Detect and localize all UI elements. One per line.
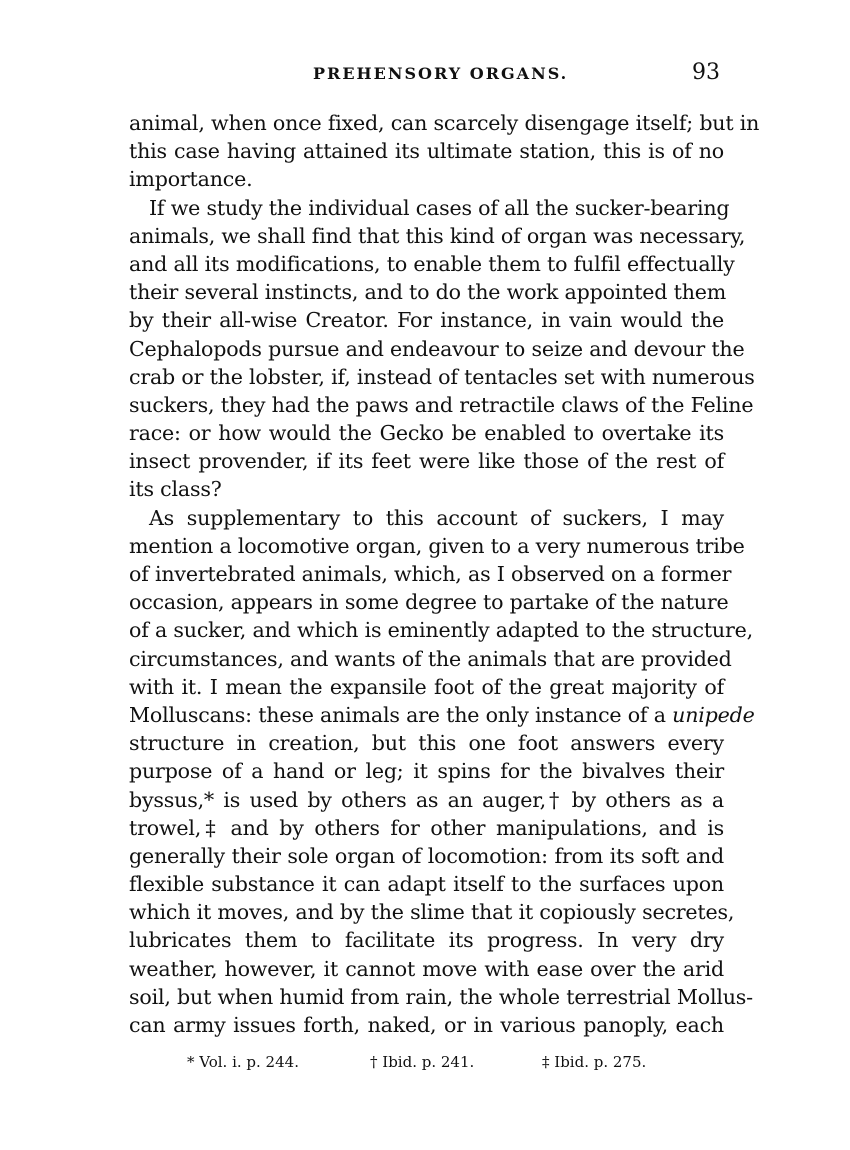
text-line: byssus,* is used by others as an auger,† by others as a (129, 787, 724, 812)
text-line: flexible substance it can adapt itself to the surfaces upon (129, 872, 724, 897)
text-line: of invertebrated animals, which, as I observed on a former (129, 562, 732, 586)
text-line: of a sucker, and which is eminently adapted to the structure, (129, 618, 753, 643)
text-line-part: Molluscans: these animals are the only instance of a (129, 702, 666, 727)
text-line: weather, however, it cannot move with ease over the arid (129, 956, 724, 981)
text-line: Cephalopods pursue and endeavour to seize and devour the (129, 336, 745, 361)
footnote: * Vol. i. p. 244. (187, 1053, 299, 1071)
italic-word: unipede (672, 702, 755, 727)
text-line: importance. (129, 167, 253, 192)
text-line: As supplementary to this account of suckers, I may (149, 505, 724, 530)
text-line: race: or how would the Gecko be enabled to overtake its (129, 421, 724, 446)
text-line: trowel,‡ and by others for other manipulations, and is (129, 815, 724, 840)
text-line: animals, we shall find that this kind of organ was necessary, (129, 223, 746, 248)
text-line: structure in creation, but this one foot answers every (129, 731, 724, 756)
page-header (130, 60, 720, 90)
text-line: If we study the individual cases of all the sucker-bearing (149, 195, 730, 220)
text-line: and all its modifications, to enable them to fulfil effectually (129, 251, 735, 276)
body-text (129, 109, 760, 1039)
text-line: mention a locomotive organ, given to a very numerous tribe (129, 533, 745, 558)
text-line: can army issues forth, naked, or in various panoply, each (129, 1013, 724, 1037)
text-line: with it. I mean the expansile foot of the great majority of (129, 674, 724, 699)
footnote: ‡ Ibid. p. 275. (542, 1053, 647, 1071)
text-line: this case having attained its ultimate station, this is of no (129, 139, 724, 164)
footnote: † Ibid. p. 241. (370, 1053, 475, 1071)
text-line: circumstances, and wants of the animals that are provided (129, 646, 732, 671)
text-line: soil, but when humid from rain, the whole terrestrial Mollus- (129, 984, 753, 1009)
text-line: its class? (129, 477, 222, 502)
text-line: which it moves, and by the slime that it copiously secretes, (129, 900, 735, 925)
text-line: their several instincts, and to do the work appointed them (129, 280, 727, 305)
text-line: animal, when once fixed, can scarcely disengage itself; but in (129, 111, 760, 135)
text-line: lubricates them to facilitate its progress. In very dry (129, 928, 724, 953)
text-line: purpose of a hand or leg; it spins for the bivalves their (129, 759, 724, 784)
text-line: occasion, appears in some degree to partake of the nature (129, 590, 729, 615)
page-number: 93 (692, 60, 720, 85)
text-line: suckers, they had the paws and retractile claws of the Feline (129, 392, 754, 417)
text-line: by their all-wise Creator. For instance, in vain would the (129, 308, 724, 333)
text-line: generally their sole organ of locomotion: from its soft and (129, 843, 724, 868)
text-line (129, 701, 755, 729)
text-line: crab or the lobster, if, instead of tentacles set with numerous (129, 364, 755, 389)
running-head: PREHENSORY ORGANS. (313, 64, 569, 83)
text-line: insect provender, if its feet were like those of the rest of (129, 449, 724, 474)
